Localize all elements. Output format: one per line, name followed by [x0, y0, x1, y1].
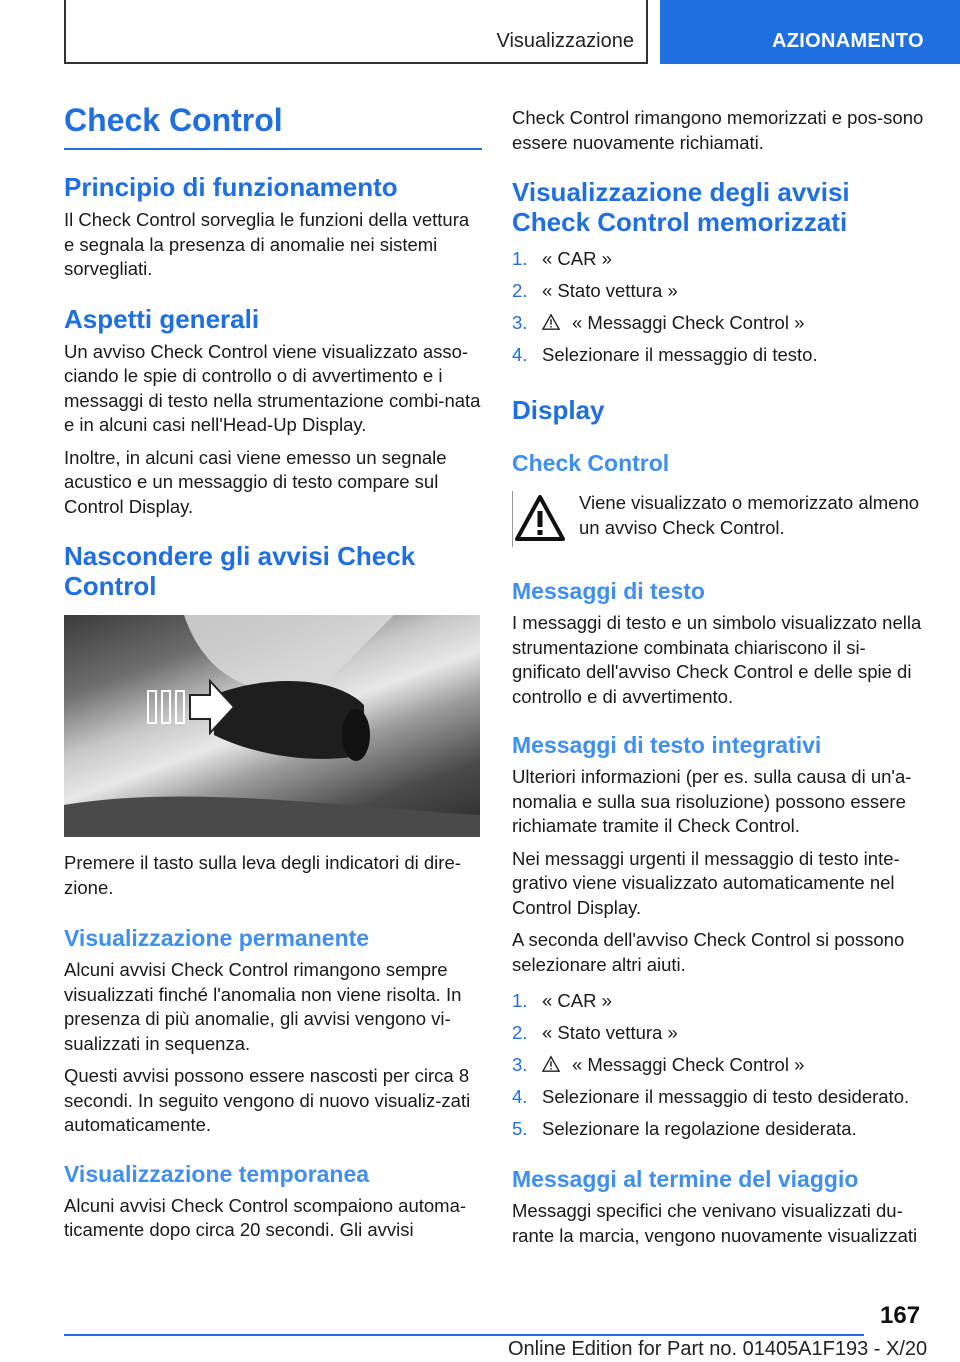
text-principio: Il Check Control sorveglia le funzioni della vettura e segnala la presenza di anomalie nei sistemi sorvegliati. [64, 209, 470, 279]
text-permanente-2: Questi avvisi possono essere nascosti per circa 8 secondi. In seguito vengono di nuovo visualiz‐zati automaticamente. [64, 1065, 471, 1135]
page-title: Check Control [64, 100, 482, 150]
list-item: 4. Selezionare il messaggio di testo desiderato. [512, 1086, 910, 1107]
heading-principio: Principio di funzionamento [64, 172, 398, 202]
left-column [64, 100, 482, 1243]
text-integrativi-3: A seconda dell'avviso Check Control si possono selezionare altri aiuti. [512, 929, 905, 975]
warning-icon [542, 313, 560, 331]
text-integrativi-1: Ulteriori informazioni (per es. sulla causa di un'a‐nomalia e sulla sua risoluzione) possono essere richiamate tramite il Check Control. [512, 766, 912, 836]
text-display: Viene visualizzato o memorizzato almeno un avviso Check Control. [579, 492, 920, 538]
text-aspetti-2: Inoltre, in alcuni casi viene emesso un segnale acustico e un messaggio di testo compare sul Control Display. [64, 446, 447, 517]
list-item: 2. « Stato vettura » [512, 1022, 678, 1043]
warning-icon [542, 1055, 560, 1073]
check-control-symbol-row [512, 491, 930, 547]
heading-nascondere: Nascondere gli avvisi Check Control [64, 541, 416, 601]
list-item: 5. Selezionare la regolazione desiderata. [512, 1118, 857, 1139]
header-chapter-tab [660, 0, 960, 64]
list-item: 2. « Stato vettura » [512, 280, 678, 301]
right-column [512, 100, 930, 1248]
heading-integrativi: Messaggi di testo integrativi [512, 732, 822, 758]
heading-display-check-control: Check Control [512, 450, 670, 476]
text-intro: Check Control rimangono memorizzati e pos‐sono essere nuovamente richiamati. [512, 107, 924, 153]
text-integrativi-2: Nei messaggi urgenti il messaggio di testo inte‐grativo viene visualizzato automaticamente nel Control Display. [512, 847, 900, 918]
text-messaggi: I messaggi di testo e un simbolo visualizzato nella strumentazione combinata chiariscono il si‐gnificato dell'avviso Check Control e delle spie di controllo e di avvertimento. [512, 612, 922, 707]
heading-memorizzati: Visualizzazione degli avvisi Check Control memorizzati [512, 177, 850, 237]
header-section-label: Visualizzazione [496, 30, 634, 52]
heading-temporanea: Visualizzazione temporanea [64, 1160, 370, 1187]
heading-messaggi: Messaggi di testo [512, 578, 705, 604]
turn-signal-lever-photo [64, 615, 480, 837]
list-item: 3. « Messaggi Check Control » [512, 1054, 805, 1075]
edition-label: Online Edition for Part no. 01405A1F193 - X/20 [508, 1338, 928, 1360]
list-item: 1. « CAR » [512, 248, 612, 269]
text-aspetti-1: Un avviso Check Control viene visualizzato asso‐ciando le spie di controllo o di avvertimento e i messaggi di testo nella strumentazione combi‐nata e in alcuni casi nell'Head-Up Display. [64, 340, 481, 435]
text-nascondere: Premere il tasto sulla leva degli indicatori di dire‐zione. [64, 852, 461, 898]
header-section-box [64, 0, 648, 64]
heading-display: Display [512, 395, 605, 425]
list-item: 4. Selezionare il messaggio di testo. [512, 344, 818, 365]
list-item: 3. « Messaggi Check Control » [512, 312, 805, 333]
steps-memorizzati [512, 247, 930, 375]
text-termine: Messaggi specifici che venivano visualizzati du‐rante la marcia, vengono nuovamente visualizzati [512, 1200, 918, 1246]
steps-integrativi [512, 989, 930, 1149]
header-chapter-label: AZIONAMENTO [772, 30, 924, 52]
text-temporanea: Alcuni avvisi Check Control scompaiono automa‐ticamente dopo circa 20 secondi. Gli avvisi [64, 1194, 467, 1240]
heading-termine: Messaggi al termine del viaggio [512, 1166, 859, 1192]
heading-aspetti: Aspetti generali [64, 303, 260, 334]
page-number: 167 [880, 1302, 921, 1329]
footer-divider [64, 1334, 864, 1336]
list-item: 1. « CAR » [512, 990, 612, 1011]
heading-permanente: Visualizzazione permanente [64, 925, 370, 951]
text-permanente-1: Alcuni avvisi Check Control rimangono sempre visualizzati finché l'anomalia non viene risolta. In presenza di più anomalie, gli avvisi vengono vi‐sualizzati in sequenza. [64, 959, 462, 1054]
warning-triangle-icon [512, 491, 567, 547]
lever-illustration [64, 615, 480, 837]
